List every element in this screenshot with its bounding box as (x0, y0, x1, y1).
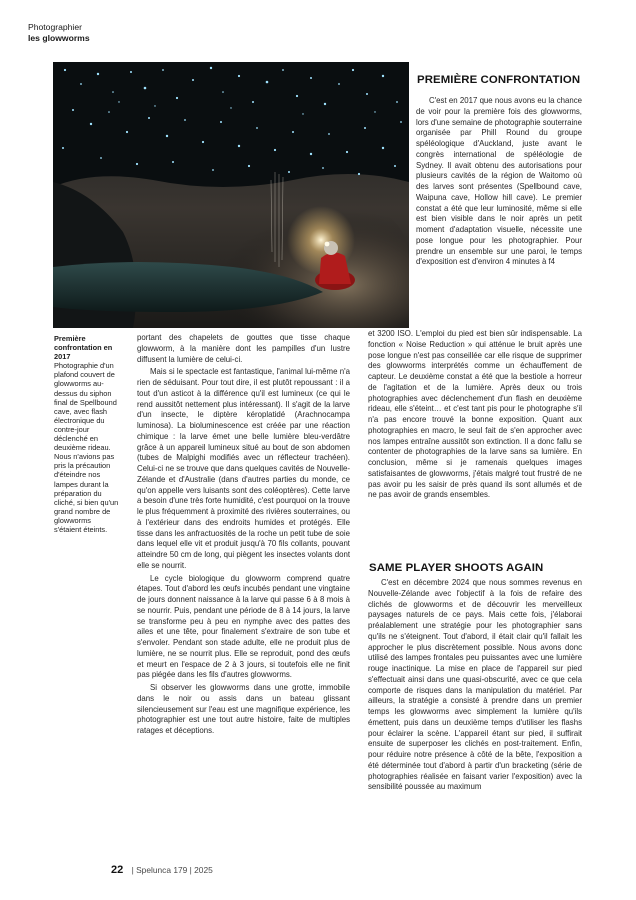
page-number: 22 (111, 864, 124, 876)
paragraph: et 3200 ISO. L'emploi du pied est bien sûr indispensable. La fonction « Noise Reduction » qui atténue le bruit après une pose longue n'est pas conseillée car elle risque de supprimer des glowworms interprétés comme un échauffement de capteur. Le deuxième constat a été que la bestiole a horreur de l'agitation et de la lumière. Après deux ou trois photographies avec déclenchement d'un flash en deuxième rideau, elle s'éteint… et c'est tant pis pour le photographe s'il n'a pas encore trouvé la bonne exposition. Quant aux photographies en macro, le seul fait de s'en approcher avec nos lampes entraîne aussitôt son extinction. Il a donc fallu se contenter de photographies de la larve sans sa lumière. En conclusion, même si je ramenais quelques images satisfaisantes de glowworms, j'étais malgré tout frustré de ne pas avoir pu les saisir de près quand ils sont allumés et de ne pas avoir de grands ensembles. (368, 329, 582, 500)
paragraph: Si observer les glowworms dans une grotte, immobile dans le noir ou assis dans un bateau glissant silencieusement sur l'eau est une magnifique expérience, les photographier est une tout autre histoire, faite de multiples ratages et déceptions. (137, 683, 350, 735)
cave-glowworm-photo (53, 62, 409, 328)
section-heading-same-player: SAME PLAYER SHOOTS AGAIN (369, 562, 544, 574)
header-section: les glowworms (28, 33, 90, 43)
caption-body: Photographie d'un plafond couvert de glowworms au-dessus du siphon final de Spellbound cave, avec flash électronique du contre-jour déclenché en deuxième rideau. Nous n'avions pas pris la précaution d'éteindre nos lampes durant la préparation du cliché, si bien qu'un grand nombre de glowworms s'étaient éteints. (54, 361, 119, 534)
right-column-top-text (416, 96, 582, 329)
photo-caption (54, 334, 120, 534)
page-footer (111, 864, 213, 876)
paragraph: Mais si le spectacle est fantastique, l'animal lui-même n'a rien de séduisant. Pour tout dire, il est plutôt repoussant : il a tout d'un asticot à la différence qu'il est lumineux (ce qui le rend aussitôt nettement plus intéressant). Il s'agit de la larve d'un insecte, le diptère kéroplatidé (Arachnocampa luminosa). La bioluminescence est créée par une réaction chimique : la larve émet une belle lumière bleu-verdâtre grâce à un appareil lumineux situé au bout de son abdomen (tubes de Malpighi modifiés avec un réflecteur trachéen). Celui-ci ne se trouve que dans quelques cavités de Nouvelle-Zélande et d'Australie (dans d'autres parties du monde, ce qu'on appelle vers luisants sont des coléoptères). Cette larve a besoin d'une très forte humidité, c'est pourquoi on la trouve le plus fréquemment à proximité des rivières souterraines, ou à l'extérieur dans des endroits humides et protégés. Elle tisse dans les anfractuosités de la roche un petit tube de soie dans lequel elle vit et produit jusqu'à 70 fils collants, pouvant atteindre 50 cm de long, qui piègent les insectes volants dont elle se nourrit. (137, 367, 350, 570)
right-column-lower-text (368, 329, 582, 543)
paragraph: C'est en 2017 que nous avons eu la chance de voir pour la première fois des glowworms, lors d'une semaine de photographie souterraine organisée par Phill Round du groupe spéléologique d'Auckland, juste avant le congrès international de spéléologie de Sydney. Il avait obtenu des autorisations pour plusieurs cavités de la région de Waitomo où des larves sont présentes (Spellbound cave, Waipuna cave, Hollow hill cave). Le premier constat a été que leur luminosité, même si elle est bien visible dans le noir après un petit moment d'adaptation visuelle, nécessite une pose longue pour les photographier. Pour prendre un ensemble sur une paroi, le temps d'exposition est d'environ 4 minutes à f4 (416, 96, 582, 267)
paragraph: portant des chapelets de gouttes que tisse chaque glowworm, à la manière dont les pampilles d'un lustre diffusent la lumière de celui-ci. (137, 333, 350, 364)
running-header (28, 22, 90, 44)
middle-column-text (137, 333, 350, 846)
right-column-bottom-text (368, 578, 582, 854)
section-heading-first-confrontation: PREMIÈRE CONFRONTATION (417, 74, 581, 86)
paragraph: Le cycle biologique du glowworm comprend quatre étapes. Tout d'abord les œufs incubés pendant une vingtaine de jours donnent naissance à la larve qui passe 6 à 8 mois à se nourrir. Puis, pendant une période de 8 à 14 jours, la larve se transforme peu à peu en nymphe avec des pattes des ailes et une tête, pour finalement s'extraire de son tube et s'envoler. Pendant son stade adulte, elle ne produit plus de lumière, ne se nourrit plus. Elle se reproduit, pond des œufs et meurt en l'espace de 2 à 3 jours, si toutefois elle ne finit pas piégée dans les fils d'autres glowworms. (137, 573, 350, 680)
caption-title: Première confrontation en 2017 (54, 334, 113, 362)
header-kicker: Photographier (28, 22, 82, 32)
cave-photo-illustration (53, 62, 409, 328)
paragraph: C'est en décembre 2024 que nous sommes revenus en Nouvelle-Zélande avec l'objectif à la fois de refaire des clichés de glowworms et de découvrir les merveilleux paysages naturels de ce pays. Mais cette fois, j'élaborai préalablement une stratégie pour les photographier sans qu'ils ne s'éteignent. Tout d'abord, il était clair qu'il fallait les approcher le plus discrètement possible. Nous avons donc utilisé des lampes frontales peu puissantes avec une lumière rouge inactinique. La mise en place de l'appareil sur pied s'effectuait ainsi dans une quasi-obscurité, avec ce que cela comporte de risques dans la manipulation du matériel. Par ailleurs, la stratégie a consisté à prendre dans un premier temps les glowworms avec simplement la lumière qu'ils émettent, puis dans un deuxième temps d'utiliser les flashs pour éclairer la scène. L'appareil étant sur pied, il suffirait ensuite de superposer les clichés en post-traitement. Enfin, pour réduire notre présence à côté de la bête, l'exposition a été déterminée tout d'abord à partir d'un bracketing (série de photographies réalisée en faisant varier l'exposition) avec la sensibilité poussée au maximum (368, 578, 582, 792)
publication-info: | Spelunca 179 | 2025 (131, 865, 213, 875)
